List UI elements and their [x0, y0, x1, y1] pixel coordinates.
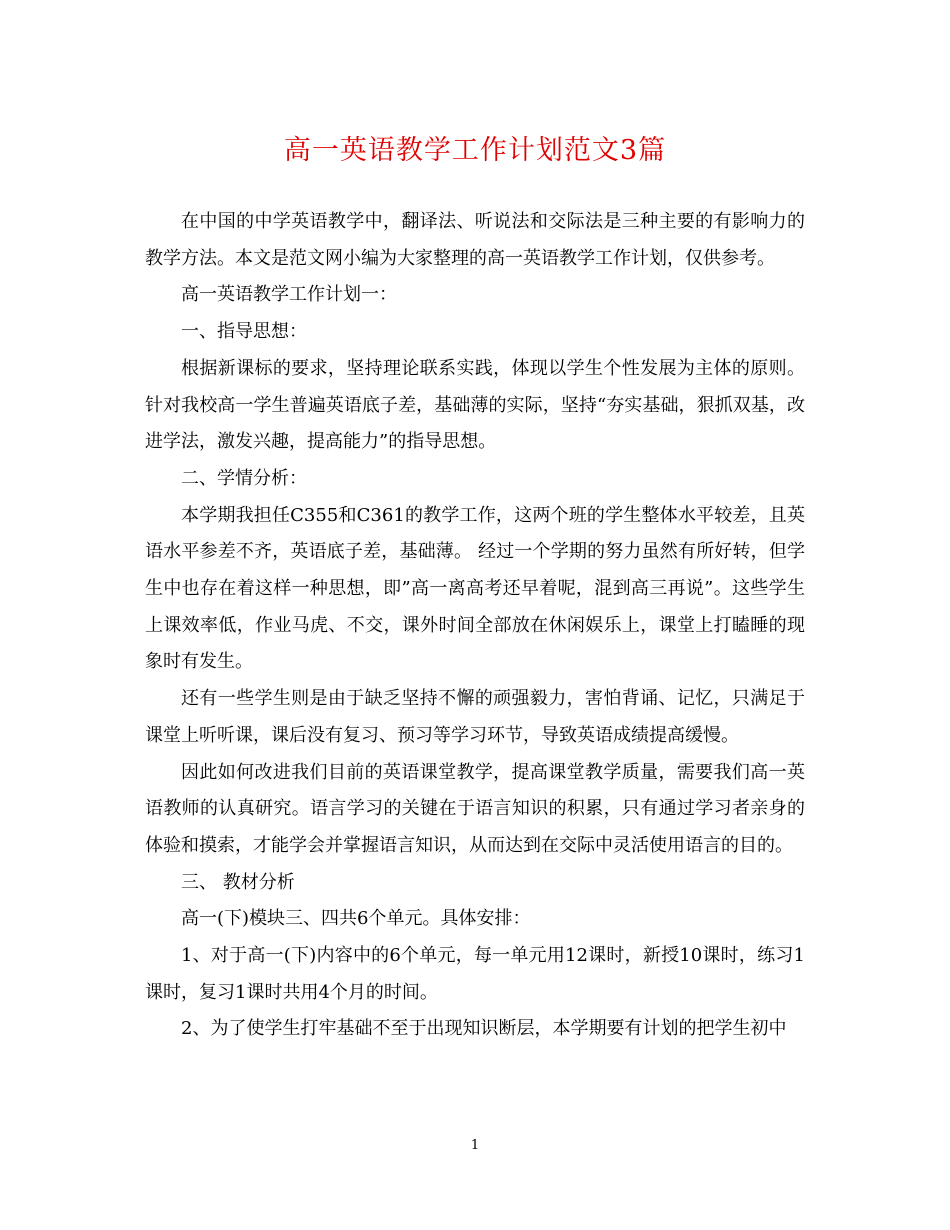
- document-title: 高一英语教学工作计划范文3篇: [283, 135, 667, 166]
- paragraph: 本学期我担任C355和C361的教学工作，这两个班的学生整体水平较差，且英语水平参差不齐，英语底子差，基础薄。 经过一个学期的努力虽然有所好转，但学生中也存在着这样一种思想，即”高一离高考还早着呢，混到高三再说”。这些学生上课效率低，作业马虎、不交，课外时间全部放在休闲娱乐上，课堂上打瞌睡的现象时有发生。: [145, 504, 805, 673]
- paragraph: 高一(下)模块三、四共6个单元。具体安排：: [181, 908, 531, 930]
- paragraph: 2、为了使学生打牢基础不至于出现知识断层，本学期要有计划的把学生初中: [181, 1018, 787, 1040]
- paragraph: 因此如何改进我们目前的英语课堂教学，提高课堂教学质量，需要我们高一英语教师的认真研究。语言学习的关键在于语言知识的积累，只有通过学习者亲身的体验和摸索，才能学会并掌握语言知识，从而达到在交际中灵活使用语言的目的。: [145, 761, 805, 856]
- paragraph: 根据新课标的要求，坚持理论联系实践，体现以学生个性发展为主体的原则。针对我校高一学生普遍英语底子差，基础薄的实际，坚持“夯实基础，狠抓双基，改进学法，激发兴趣，提高能力”的指导思想。: [145, 357, 805, 453]
- paragraph: 还有一些学生则是由于缺乏坚持不懈的顽强毅力，害怕背诵、记忆，只满足于课堂上听听课，课后没有复习、预习等学习环节，导致英语成绩提高缓慢。: [145, 688, 805, 746]
- page-number: 1: [470, 1138, 480, 1153]
- section-heading: 高一英语教学工作计划一：: [181, 284, 397, 306]
- section-heading: 三、 教材分析: [181, 871, 295, 893]
- section-heading: 二、学情分析：: [181, 467, 307, 489]
- document-body: [145, 204, 805, 1048]
- section-heading: 一、指导思想：: [181, 321, 307, 343]
- paragraph: 1、对于高一(下)内容中的6个单元，每一单元用12课时，新授10课时，练习1课时，复习1课时共用4个月的时间。: [145, 945, 805, 1003]
- paragraph: 在中国的中学英语教学中，翻译法、听说法和交际法是三种主要的有影响力的教学方法。本文是范文网小编为大家整理的高一英语教学工作计划，仅供参考。: [145, 211, 805, 269]
